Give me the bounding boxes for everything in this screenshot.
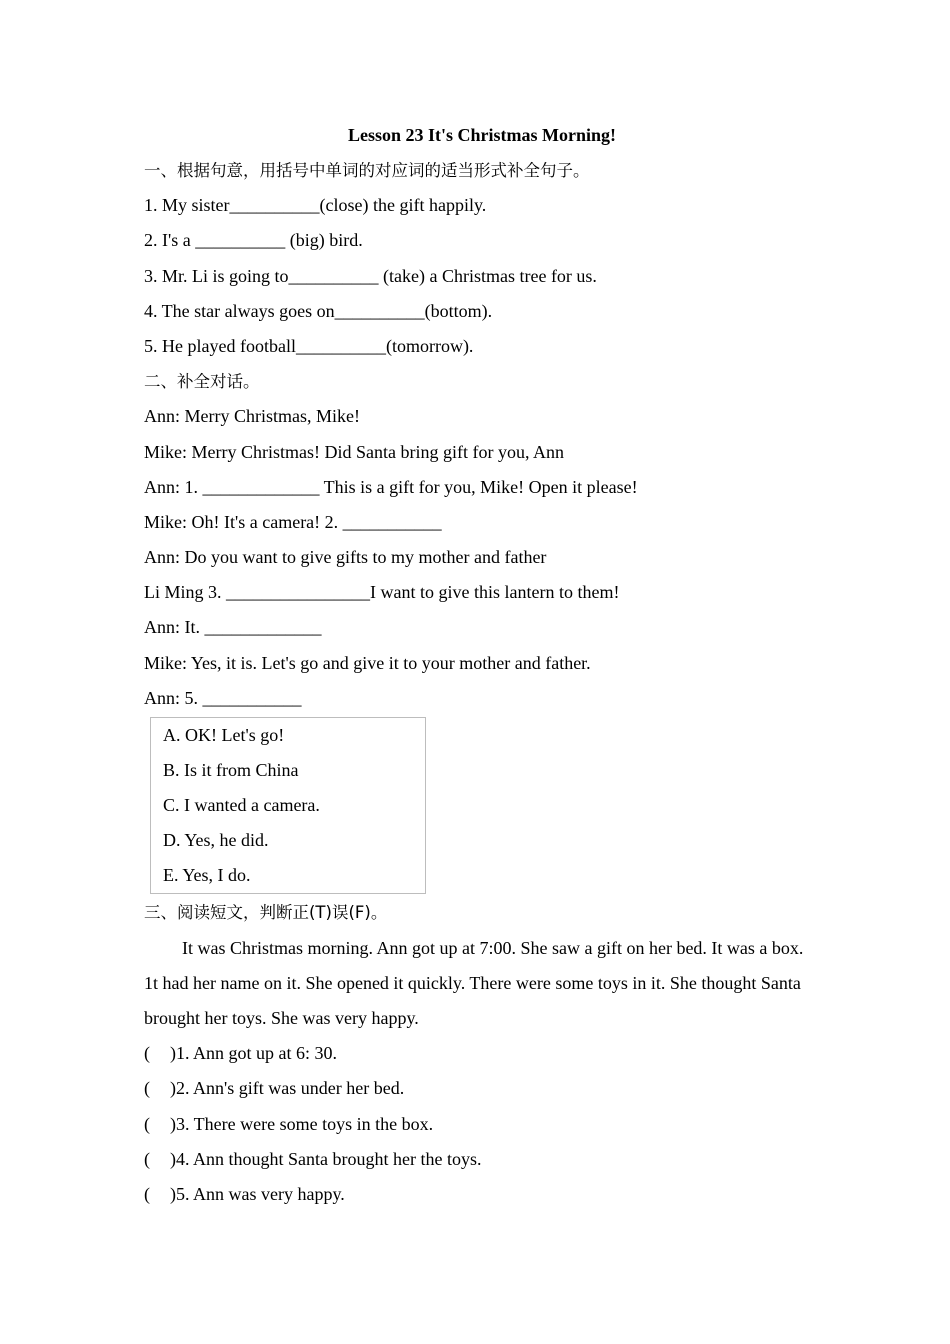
judge-item-text: )4. Ann thought Santa brought her the toys. [170, 1148, 482, 1169]
option-b: B. Is it from China [163, 760, 299, 781]
dialogue-line-6: Li Ming 3. ________________I want to give this lantern to them! [144, 582, 620, 603]
judge-item-text: )1. Ann got up at 6: 30. [170, 1043, 337, 1064]
dialogue-line-2: Mike: Merry Christmas! Did Santa bring gift for you, Ann [144, 441, 564, 462]
answer-paren: ( [144, 1184, 150, 1205]
answer-paren: ( [144, 1113, 150, 1134]
section1-item-2: 2. I's a __________ (big) bird. [144, 230, 363, 251]
reading-passage: It was Christmas morning. Ann got up at 7:00. She saw a gift on her bed. It was a box. 1t had her name on it. She opened it quickly. There were some toys in it. She thought Santa brought her toys. She was very happy. [144, 937, 804, 1029]
page-title: Lesson 23 It's Christmas Morning! [347, 125, 616, 145]
section3-heading: 三、阅读短文，判断正(T)误(F)。 [144, 903, 388, 923]
judge-item-text: )3. There were some toys in the box. [170, 1113, 434, 1134]
section1-item-5: 5. He played football__________(tomorrow). [144, 335, 474, 356]
answer-paren: ( [144, 1148, 150, 1169]
dialogue-line-3: Ann: 1. _____________ This is a gift for you, Mike! Open it please! [144, 476, 638, 497]
judge-item-3 [144, 1107, 824, 1142]
answer-paren: ( [144, 1078, 150, 1099]
answer-paren: ( [144, 1043, 150, 1064]
section1-item-3: 3. Mr. Li is going to__________ (take) a Christmas tree for us. [144, 265, 597, 286]
judge-item-1 [144, 1036, 824, 1071]
section1-item-1: 1. My sister__________(close) the gift happily. [144, 195, 487, 216]
dialogue-line-4: Mike: Oh! It's a camera! 2. ___________ [144, 511, 442, 532]
judge-item-text: )5. Ann was very happy. [170, 1184, 345, 1205]
dialogue-line-8: Mike: Yes, it is. Let's go and give it to your mother and father. [144, 652, 591, 673]
dialogue-line-7: Ann: It. _____________ [144, 617, 322, 638]
judge-item-2 [144, 1071, 824, 1106]
dialogue-line-5: Ann: Do you want to give gifts to my mother and father [144, 547, 547, 568]
dialogue-line-1: Ann: Merry Christmas, Mike! [144, 406, 360, 427]
dialogue-line-9: Ann: 5. ___________ [144, 687, 302, 708]
option-c: C. I wanted a camera. [163, 795, 320, 816]
judge-item-4 [144, 1142, 824, 1177]
option-e: E. Yes, I do. [163, 865, 251, 886]
worksheet-page [144, 118, 824, 1212]
judge-item-5 [144, 1177, 824, 1212]
section1-item-4: 4. The star always goes on__________(bottom). [144, 300, 493, 321]
section1-heading: 一、根据句意，用括号中单词的对应词的适当形式补全句子。 [144, 161, 590, 180]
section2-heading: 二、补全对话。 [144, 372, 260, 392]
option-a: A. OK! Let's go! [163, 725, 285, 745]
options-box [150, 717, 426, 894]
judge-item-text: )2. Ann's gift was under her bed. [170, 1078, 405, 1099]
option-d: D. Yes, he did. [163, 830, 269, 851]
